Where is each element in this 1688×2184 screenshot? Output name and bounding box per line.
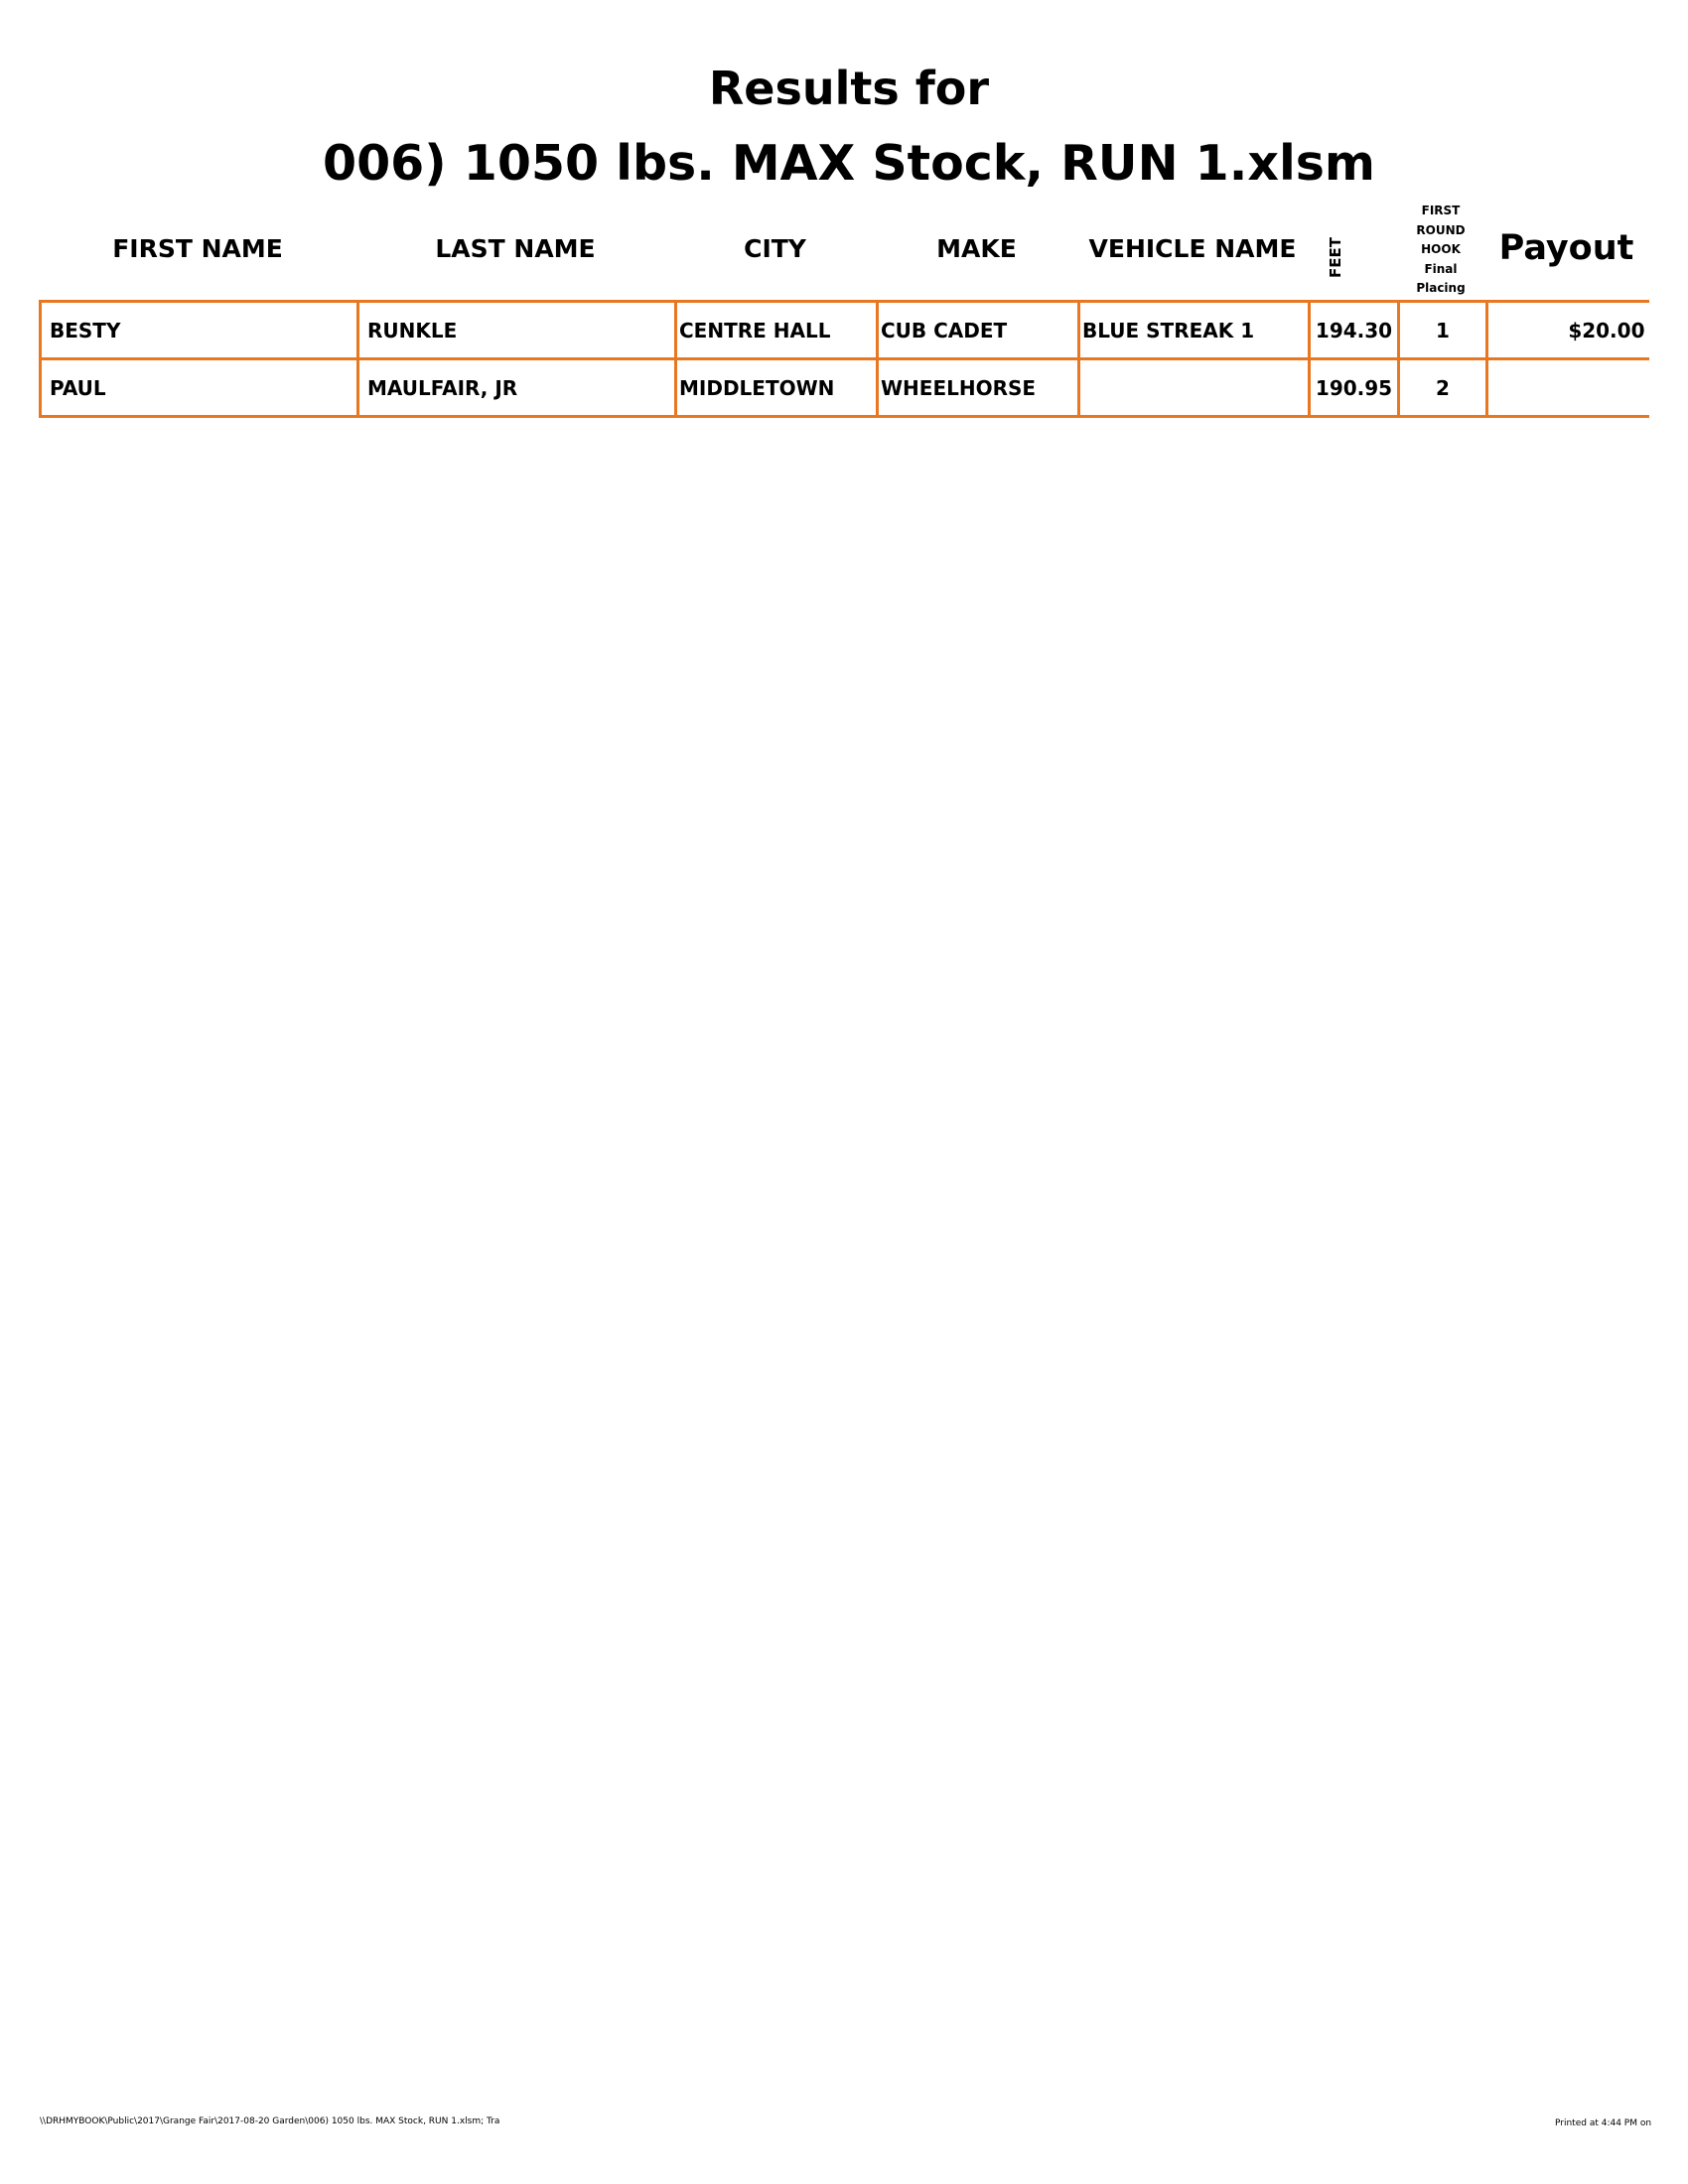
header-feet: FEET xyxy=(1327,237,1344,278)
cell-first-name: BESTY xyxy=(41,302,358,359)
cell-feet: 190.95 xyxy=(1310,359,1399,417)
cell-make: WHEELHORSE xyxy=(878,359,1079,417)
header-hook-placing xyxy=(1396,202,1485,299)
cell-city: MIDDLETOWN xyxy=(676,359,878,417)
cell-vehicle-name: BLUE STREAK 1 xyxy=(1079,302,1310,359)
cell-city: CENTRE HALL xyxy=(676,302,878,359)
table-row xyxy=(41,302,1649,359)
footer-file-path: \\DRHMYBOOK\Public\2017\Grange Fair\2017-08-20 Garden\006) 1050 lbs. MAX Stock, RUN 1.xlsm; Tra xyxy=(40,2116,500,2126)
header-first-name: FIRST NAME xyxy=(112,234,283,263)
header-payout: Payout xyxy=(1498,228,1634,268)
cell-feet: 194.30 xyxy=(1310,302,1399,359)
cell-first-name: PAUL xyxy=(41,359,358,417)
table-row xyxy=(41,359,1649,417)
cell-make: CUB CADET xyxy=(878,302,1079,359)
header-hook-line: HOOK xyxy=(1421,242,1461,256)
cell-last-name: RUNKLE xyxy=(358,302,676,359)
header-vehicle-name: VEHICLE NAME xyxy=(1088,234,1297,263)
cell-last-name: MAULFAIR, JR xyxy=(358,359,676,417)
header-hook-line: FIRST xyxy=(1421,204,1461,217)
cell-vehicle-name xyxy=(1079,359,1310,417)
header-hook-line: ROUND xyxy=(1416,222,1466,237)
header-hook-line: Placing xyxy=(1416,281,1466,295)
cell-payout xyxy=(1487,359,1649,417)
footer-printed-time: Printed at 4:44 PM on xyxy=(1555,2118,1652,2128)
cell-payout: $20.00 xyxy=(1487,302,1649,359)
header-city: CITY xyxy=(744,234,806,263)
header-last-name: LAST NAME xyxy=(435,234,596,263)
cell-placing: 2 xyxy=(1399,359,1487,417)
header-hook-line: Final xyxy=(1424,261,1458,276)
header-make: MAKE xyxy=(936,234,1017,263)
results-table xyxy=(39,300,1649,418)
cell-placing: 1 xyxy=(1399,302,1487,359)
title-line-2: 006) 1050 lbs. MAX Stock, RUN 1.xlsm xyxy=(322,135,1375,192)
title-line-1: Results for xyxy=(708,62,990,115)
